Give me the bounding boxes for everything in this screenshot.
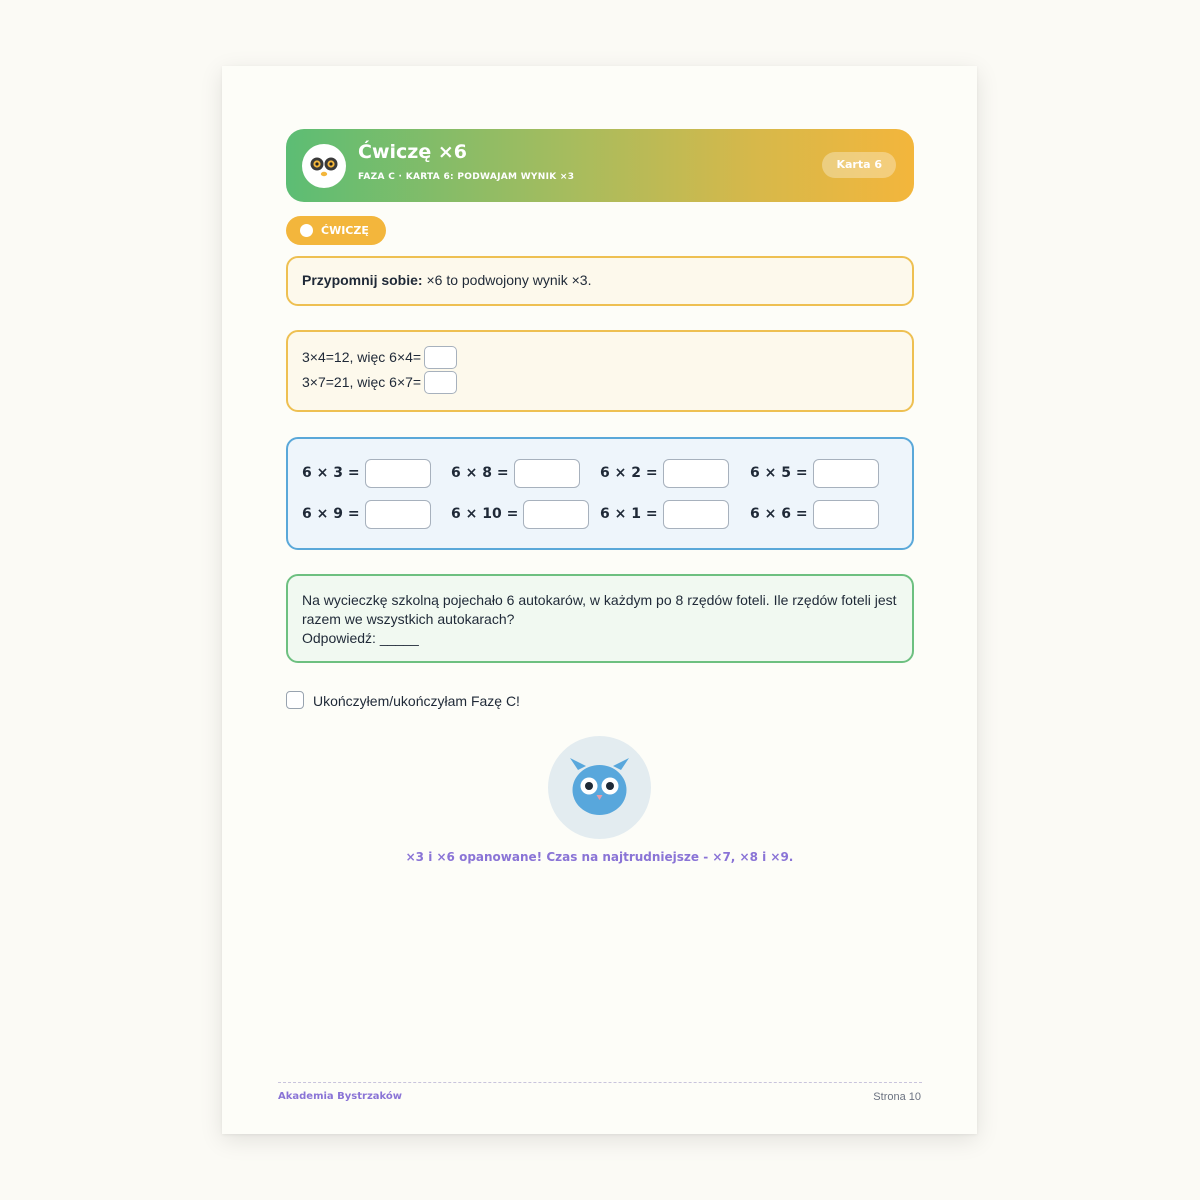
answer-input[interactable] [424,346,457,369]
answer-input[interactable] [523,500,589,529]
equation-item [750,499,879,529]
completion-checkbox[interactable] [286,691,304,709]
word-problem-box [286,574,914,663]
reminder-box [286,256,914,306]
pair-line [302,345,457,369]
reminder-body: ×6 to podwojony wynik ×3. [426,272,592,288]
equation-label: 6 × 9 = [302,506,360,522]
reminder-text [302,272,591,288]
closing-message: ×3 i ×6 opanowane! Czas na najtrudniejsze - ×7, ×8 i ×9. [405,850,794,864]
completion-label: Ukończyłem/ukończyłam Fazę C! [313,693,520,709]
equation-item [600,458,729,488]
equation-item [302,499,431,529]
pair-text: 3×4=12, więc 6×4= [302,349,422,365]
page-subtitle: FAZA C · KARTA 6: PODWAJAM WYNIK ×3 [358,172,575,182]
card-number-badge: Karta 6 [822,152,896,178]
answer-input[interactable] [663,500,729,529]
answer-input[interactable] [424,371,457,394]
equation-item [302,458,431,488]
equation-item [451,499,589,529]
footer-divider [278,1082,922,1083]
worksheet-page [222,66,977,1134]
equation-label: 6 × 2 = [600,465,658,481]
equation-item [750,458,879,488]
answer-input[interactable] [514,459,580,488]
equation-item [600,499,729,529]
owl-face-icon [302,144,346,188]
tag-dot-icon [300,224,313,237]
page-number: Strona 10 [873,1091,921,1103]
header-banner [286,129,914,202]
section-tag-label: ĆWICZĘ [321,224,369,237]
equation-label: 6 × 10 = [451,506,519,522]
equations-grid [286,437,914,550]
equation-label: 6 × 8 = [451,465,509,481]
word-problem-text: Na wycieczkę szkolną pojechało 6 autokarów, w każdym po 8 rzędów foteli. Ile rzędów foteli jest razem we wszystkich autokarach? [302,592,897,627]
answer-line[interactable]: Odpowiedź: _____ [302,630,419,646]
word-problem [302,591,902,648]
reminder-bold: Przypomnij sobie: [302,272,423,288]
page-title: Ćwiczę ×6 [358,141,467,163]
pair-text: 3×7=21, więc 6×7= [302,374,422,390]
footer-brand: Akademia Bystrzaków [278,1091,403,1102]
equation-label: 6 × 5 = [750,465,808,481]
equation-item [451,458,580,488]
answer-input[interactable] [813,459,879,488]
answer-input[interactable] [365,500,431,529]
answer-input[interactable] [813,500,879,529]
equation-label: 6 × 1 = [600,506,658,522]
equation-label: 6 × 3 = [302,465,360,481]
answer-input[interactable] [365,459,431,488]
pair-line [302,370,457,394]
doubling-pairs-box [286,330,914,412]
equation-label: 6 × 6 = [750,506,808,522]
answer-input[interactable] [663,459,729,488]
owl-icon [548,736,651,839]
section-tag [286,216,386,245]
